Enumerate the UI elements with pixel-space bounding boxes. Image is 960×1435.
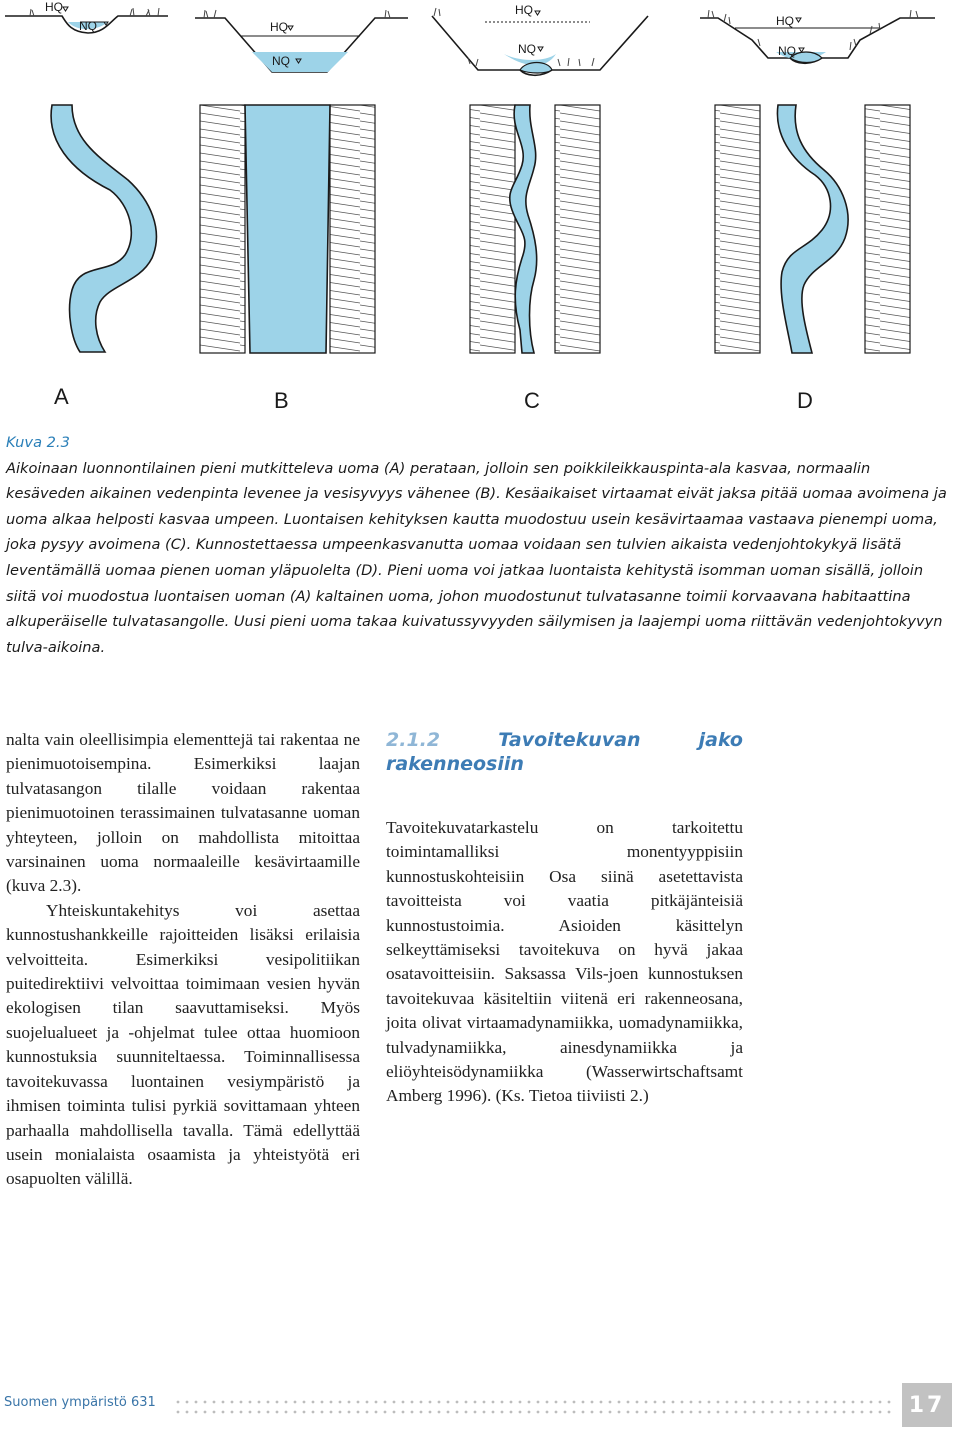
footer-dot — [726, 1411, 729, 1414]
footer-dot — [879, 1401, 882, 1404]
footer-dot — [375, 1401, 378, 1404]
footer-dot — [312, 1411, 315, 1414]
footer-dot — [834, 1411, 837, 1414]
footer-dot — [312, 1401, 315, 1404]
footer-dot — [825, 1401, 828, 1404]
footer-dot — [798, 1411, 801, 1414]
footer-dot — [357, 1401, 360, 1404]
footer-dot — [789, 1411, 792, 1414]
footer-dot — [438, 1401, 441, 1404]
footer-dot — [204, 1411, 207, 1414]
footer-dot — [654, 1401, 657, 1404]
footer-dot — [411, 1401, 414, 1404]
footer-dot — [618, 1411, 621, 1414]
footer-dot — [609, 1401, 612, 1404]
footer-dot — [798, 1401, 801, 1404]
footer-dot — [591, 1411, 594, 1414]
footer-dot — [771, 1411, 774, 1414]
footer-dot — [600, 1411, 603, 1414]
footer-dot — [438, 1411, 441, 1414]
footer-dot — [555, 1401, 558, 1404]
footer-dot — [717, 1401, 720, 1404]
cross-section-d — [700, 10, 935, 63]
footer-dot — [294, 1411, 297, 1414]
footer-dot — [627, 1401, 630, 1404]
cross-section-b-nq-label: NQ — [272, 54, 290, 68]
footer-dot — [420, 1401, 423, 1404]
footer-dot — [393, 1401, 396, 1404]
footer-publication: Suomen ympäristö 631 — [4, 1395, 156, 1410]
footer-dot — [852, 1401, 855, 1404]
footer-dot — [186, 1411, 189, 1414]
footer-dot-leader — [176, 1396, 896, 1420]
footer-dot — [249, 1401, 252, 1404]
footer-dot — [321, 1401, 324, 1404]
footer-dot — [834, 1401, 837, 1404]
footer-dot — [456, 1411, 459, 1414]
footer-dot — [285, 1411, 288, 1414]
footer-dot — [600, 1401, 603, 1404]
footer-dot — [267, 1411, 270, 1414]
footer-dot — [258, 1411, 261, 1414]
footer-dot — [177, 1401, 180, 1404]
footer-dot — [573, 1401, 576, 1404]
footer-dot — [366, 1411, 369, 1414]
caption-title: Kuva 2.3 — [6, 434, 70, 451]
right-column — [386, 728, 743, 1109]
footer-dot — [627, 1411, 630, 1414]
cross-section-a-hq-label: HQ — [45, 0, 63, 14]
footer-dot — [177, 1411, 180, 1414]
footer-dot — [708, 1411, 711, 1414]
plan-view-a-channel — [51, 105, 156, 352]
cross-section-c-hq-label: HQ — [515, 3, 533, 17]
footer-dot — [303, 1401, 306, 1404]
footer-dot — [699, 1411, 702, 1414]
footer-dot — [384, 1401, 387, 1404]
figure-caption — [6, 430, 951, 660]
footer-dot — [483, 1401, 486, 1404]
footer-dot — [807, 1401, 810, 1404]
footer-dot — [888, 1401, 891, 1404]
footer-dot — [483, 1411, 486, 1414]
section-heading — [386, 728, 743, 776]
footer-dot — [879, 1411, 882, 1414]
footer-dot — [213, 1411, 216, 1414]
footer-dot — [672, 1411, 675, 1414]
footer-dot — [492, 1411, 495, 1414]
footer-dot — [816, 1401, 819, 1404]
footer-dot — [492, 1401, 495, 1404]
footer-dot — [285, 1401, 288, 1404]
footer-dot — [726, 1401, 729, 1404]
footer-dot — [681, 1401, 684, 1404]
footer-dot — [762, 1401, 765, 1404]
panel-label-b: B — [274, 388, 289, 413]
footer-dot — [735, 1401, 738, 1404]
footer-dot — [780, 1401, 783, 1404]
cross-section-a-nq-label: NQ — [79, 19, 97, 33]
footer-dot — [366, 1401, 369, 1404]
footer-dot — [573, 1411, 576, 1414]
footer-dot — [204, 1401, 207, 1404]
footer-dot — [330, 1401, 333, 1404]
caption-text: Aikoinaan luonnontilainen pieni mutkitteleva uoma (A) perataan, jolloin sen poikkileikkauspinta-ala kasvaa, normaalin kesäveden aikainen vedenpinta levenee ja vesisyvyys vähenee (B). Kesäaikaiset virtaamat eivät jaksa pitää uomaa avoimena ja uoma alkaa helposti kasvaa umpeen. Luontaisen kehityksen kautta muodostuu usein kesävirtaamaa vastaava pienempi uoma, joka pysyy avoimena (C). Kunnostettaessa umpeenkasvanutta uomaa voidaan sen tulvien aikaista vedenjohtokykyä lisätä leventämällä uomaa pienen uoman yläpuolelta (D). Pieni uoma voi jatkaa luontaista kehitystä isomman uoman sisällä, jolloin siitä voi muodostua luontaisen uoman (A) kaltainen uoma, johon muodostunut tulvatasanne toimii korvaavana habitaattina alkuperäiselle tulvatasangolle. Uusi pieni uoma takaa kuivatussyvyyden säilymisen ja laajempi uoma riittävän vedenjohtokyvyn tulva-aikoina. — [6, 459, 947, 656]
footer-dot — [870, 1411, 873, 1414]
footer-dot — [429, 1401, 432, 1404]
footer-dot — [582, 1401, 585, 1404]
footer-dot — [357, 1411, 360, 1414]
footer-dot — [564, 1411, 567, 1414]
footer-dot — [510, 1411, 513, 1414]
footer-dot — [240, 1411, 243, 1414]
section-number: 2.1.2 — [386, 729, 441, 751]
footer-dot — [348, 1411, 351, 1414]
footer-dot — [348, 1401, 351, 1404]
footer-dot — [744, 1411, 747, 1414]
footer-dot — [402, 1401, 405, 1404]
footer-dot — [339, 1401, 342, 1404]
footer-dot — [195, 1411, 198, 1414]
footer-dot — [663, 1411, 666, 1414]
river-channel-figure — [0, 0, 960, 420]
footer-dot — [501, 1411, 504, 1414]
panel-label-a: A — [54, 384, 69, 409]
footer-dot — [582, 1411, 585, 1414]
footer-dot — [240, 1401, 243, 1404]
footer-dot — [528, 1411, 531, 1414]
footer-dot — [870, 1401, 873, 1404]
footer-dot — [429, 1411, 432, 1414]
footer-dot — [771, 1401, 774, 1404]
footer-dot — [861, 1401, 864, 1404]
footer-dot — [303, 1411, 306, 1414]
footer-dot — [465, 1401, 468, 1404]
footer-dot — [708, 1401, 711, 1404]
footer-dot — [672, 1401, 675, 1404]
footer-dot — [411, 1411, 414, 1414]
right-paragraph-1: Tavoitekuvatarkastelu on tarkoitettu toimintamalliksi monentyyppisiin kunnostuskohteisiin Osa siinä asetettavista tavoitteista voi vaatia pitkäjänteisiä kunnostustoimia. Asioiden käsittelyn selkeyttämiseksi tavoitekuva on hyvä jakaa osatavoitteisiin. Saksassa Vils-joen kunnostuksen tavoitekuvaa käsiteltiin viitenä eri rakenneosana, joita olivat virtaamadynamiikka, uomadynamiikka, tulvadynamiikka, ainesdynamiikka ja eliöyhteisödynamiikka (Wasserwirtschaftsamt Amberg 1996). (Ks. Tietoa tiiviisti 2.) — [386, 818, 743, 1106]
left-paragraph-1: nalta vain oleellisimpia elementtejä tai rakentaa ne pienimuotoisempina. Esimerkiksi laajan tulvatasangon tilalle voidaan rakentaa pienimuotoinen terassimainen tulvatasanne uoman yhteyteen, jolloin on mahdollista mitoittaa varsinainen uoma normaaleille kesävirtaamille (kuva 2.3). — [6, 730, 360, 896]
cross-section-d-nq-label: NQ — [778, 44, 796, 58]
footer-dot — [753, 1411, 756, 1414]
footer-dot — [690, 1411, 693, 1414]
footer-dot — [780, 1411, 783, 1414]
left-paragraph-2: Yhteiskuntakehitys voi asettaa kunnostushankkeille rajoitteiden lisäksi erilaisia velvoitteita. Esimerkiksi vesipolitiikan puitedirektiivi velvoittaa toimimaan vesien hyvän ekologisen tilan saavuttamiseksi. Myös suojelualueet ja -ohjelmat tulee ottaa huomioon kunnostuksia suunniteltaessa. Toiminnallisessa tavoitekuvassa luontainen vesiympäristö ja ihmisen toiminta tulisi pyrkiä sovittamaan yhteen parhaalla mahdollisella tavalla. Tämä edellyttää usein monialaista osaamista ja yhteistyötä eri osapuolten välillä. — [6, 900, 360, 1189]
footer-dot — [555, 1411, 558, 1414]
footer-dot — [825, 1411, 828, 1414]
footer-dot — [807, 1411, 810, 1414]
footer-dot — [681, 1411, 684, 1414]
footer-dot — [663, 1401, 666, 1404]
footer-dot — [591, 1401, 594, 1404]
footer-dot — [816, 1411, 819, 1414]
footer-dot — [537, 1401, 540, 1404]
footer-dot — [645, 1411, 648, 1414]
panel-label-c: C — [524, 388, 540, 413]
footer-dot — [510, 1401, 513, 1404]
footer-dot — [735, 1411, 738, 1414]
footer-dot — [186, 1401, 189, 1404]
panel-label-d: D — [797, 388, 813, 413]
left-column — [6, 728, 360, 1192]
footer-dot — [267, 1401, 270, 1404]
footer-dot — [339, 1411, 342, 1414]
footer-dot — [375, 1411, 378, 1414]
footer-dot — [546, 1411, 549, 1414]
footer-dot — [501, 1401, 504, 1404]
footer-dot — [519, 1411, 522, 1414]
footer-dot — [654, 1411, 657, 1414]
footer-dot — [636, 1411, 639, 1414]
cross-section-c — [432, 8, 648, 75]
footer-dot — [276, 1411, 279, 1414]
footer-dot — [276, 1401, 279, 1404]
footer-dot — [258, 1401, 261, 1404]
footer-dot — [222, 1401, 225, 1404]
footer-dot — [843, 1411, 846, 1414]
footer-dot — [519, 1401, 522, 1404]
footer-dot — [222, 1411, 225, 1414]
footer-dot — [537, 1411, 540, 1414]
cross-section-d-hq-label: HQ — [776, 14, 794, 28]
plan-view-d — [715, 105, 910, 353]
footer-dot — [402, 1411, 405, 1414]
footer-dot — [420, 1411, 423, 1414]
footer-dot — [636, 1401, 639, 1404]
footer-dot — [690, 1401, 693, 1404]
footer-dot — [231, 1411, 234, 1414]
footer-dot — [609, 1411, 612, 1414]
footer-dot — [564, 1401, 567, 1404]
footer-dot — [528, 1401, 531, 1404]
footer-dot — [294, 1401, 297, 1404]
footer-dot — [330, 1411, 333, 1414]
footer-dot — [888, 1411, 891, 1414]
footer-dot — [753, 1401, 756, 1404]
footer-dot — [852, 1411, 855, 1414]
footer-dot — [618, 1401, 621, 1404]
footer-dot — [213, 1401, 216, 1404]
footer-dot — [465, 1411, 468, 1414]
footer-dot — [744, 1401, 747, 1404]
footer-dot — [861, 1411, 864, 1414]
footer-dot — [645, 1401, 648, 1404]
footer-dot — [321, 1411, 324, 1414]
footer-dot — [474, 1401, 477, 1404]
footer-dot — [195, 1401, 198, 1404]
cross-section-c-nq-label: NQ — [518, 42, 536, 56]
footer-dot — [249, 1411, 252, 1414]
footer-dot — [456, 1401, 459, 1404]
footer-dot — [231, 1401, 234, 1404]
plan-view-b — [200, 105, 375, 353]
footer-dot — [393, 1411, 396, 1414]
footer-dot — [762, 1411, 765, 1414]
cross-section-b-hq-label: HQ — [270, 20, 288, 34]
plan-view-c — [470, 105, 600, 353]
footer-dot — [447, 1401, 450, 1404]
footer-dot — [474, 1411, 477, 1414]
cross-section-b — [195, 10, 408, 72]
footer-dot — [699, 1401, 702, 1404]
footer-dot — [384, 1411, 387, 1414]
footer-dot — [843, 1401, 846, 1404]
footer-dot — [789, 1401, 792, 1404]
footer-dot — [717, 1411, 720, 1414]
section-title: Tavoitekuvan jako rakenneosiin — [386, 729, 743, 775]
footer-dot — [546, 1401, 549, 1404]
footer-dot — [447, 1411, 450, 1414]
page-number: 17 — [902, 1383, 952, 1427]
